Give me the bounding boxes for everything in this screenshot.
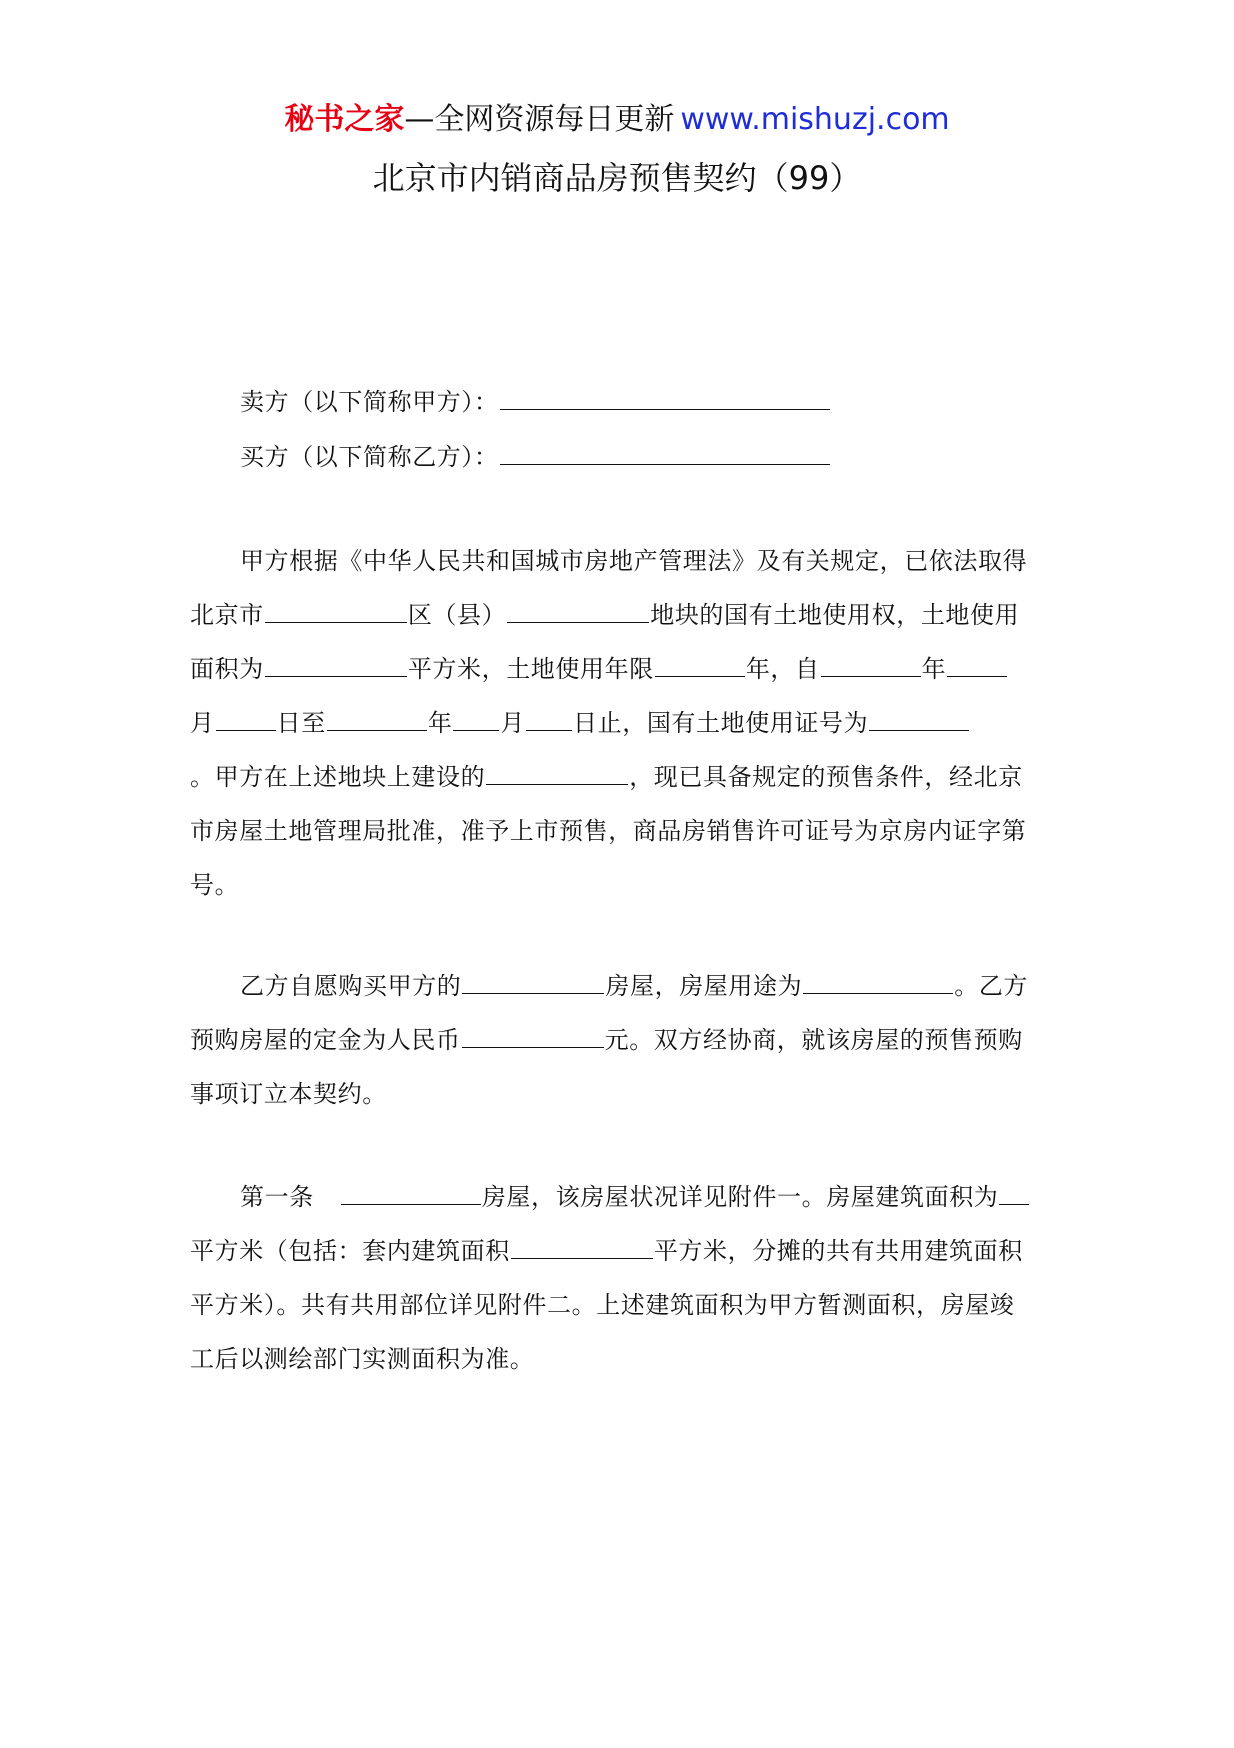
para1-text: 。甲方在上述地块上建设的 [190,763,486,791]
land-cert-blank [869,710,969,731]
district-blank [265,602,407,623]
para2-line2 [190,1011,1046,1069]
site-header [0,100,1234,140]
document-title: 北京市内销商品房预售契约（99） [372,159,862,197]
para2-text: 乙方自愿购买甲方的 [240,972,462,1000]
para1-line5 [190,748,1046,806]
para2-text: 。乙方 [954,972,1029,1000]
para1-text: ，现已具备规定的预售条件，经北京 [629,763,1023,791]
end-month-blank [453,710,499,731]
land-area-blank [265,656,407,677]
para1-text: 月 [500,709,526,737]
para1-text: 地块的国有土地使用权，土地使用 [650,601,1020,629]
article1-text: 平方米，分摊的共有共用建筑面积 [653,1237,1023,1265]
seller-blank [500,389,830,410]
para2-text: 房屋，房屋用途为 [605,972,803,1000]
end-year-blank [327,710,427,731]
para1-text: 日止，国有土地使用证号为 [573,709,869,737]
para1-line2 [190,586,1046,644]
usage-blank [803,973,953,994]
brand-name: 秘书之家 [284,102,405,137]
para2-line1 [190,957,1046,1015]
para1-text: 年，自 [745,655,820,683]
article1-text: 工后以测绘部门实测面积为准。 [190,1345,535,1373]
article1-text: 房屋，该房屋状况详见附件一。房屋建筑面积为 [481,1183,999,1211]
article1-line4 [190,1330,1046,1388]
para1-text: 日至 [276,709,326,737]
para1-text: 年 [921,655,947,683]
start-year-blank [821,656,921,677]
article1-line1 [190,1168,1046,1226]
building-area-blank [999,1184,1029,1205]
house-location-blank [341,1184,481,1205]
project-blank [486,764,628,785]
para2-line3 [190,1065,1046,1123]
house-blank [462,973,604,994]
deposit-blank [462,1027,604,1048]
header-slogan: —全网资源每日更新 [404,102,675,137]
para1-text: 面积为 [190,655,264,683]
buyer-line [190,428,1046,486]
para1-text: 号。 [190,871,240,899]
para1-text: 市房屋土地管理局批准，准予上市预售，商品房销售许可证号为京房内证字第 [190,817,1027,845]
article1-text: 平方米）。共有共用部位详见附件二。上述建筑面积为甲方暂测面积，房屋竣 [190,1291,1015,1319]
para2-text: 元。双方经协商，就该房屋的预售预购 [604,1026,1023,1054]
para1-text: 平方米，土地使用年限 [407,655,654,683]
para1-line1 [190,532,1046,590]
para1-text: 甲方根据《中华人民共和国城市房地产管理法》及有关规定，已依法取得 [240,547,1028,575]
article1-text: 平方米（包括：套内建筑面积 [190,1237,510,1265]
seller-label: 卖方（以下简称甲方）： [240,388,499,416]
start-day-blank [216,710,276,731]
para1-text: 月 [190,709,215,737]
para2-text: 预购房屋的定金为人民币 [190,1026,461,1054]
para1-text: 北京市 [190,601,264,629]
end-day-blank [526,710,572,731]
buyer-blank [500,444,830,465]
article1-line2 [190,1222,1046,1280]
para1-line4 [190,694,1046,752]
buyer-label: 买方（以下简称乙方）： [240,443,499,471]
seller-line [190,373,1046,431]
site-url[interactable]: www.mishuzj.com [680,102,950,137]
article-heading: 第一条 [240,1183,314,1211]
para1-text: 区（县） [407,601,507,629]
start-month-blank [947,656,1007,677]
para1-line6 [190,802,1046,860]
land-years-blank [655,656,745,677]
plot-blank [507,602,649,623]
article1-line3 [190,1276,1046,1334]
para1-line7 [190,856,1046,914]
para2-text: 事项订立本契约。 [190,1080,387,1108]
para1-text: 年 [427,709,453,737]
interior-area-blank [511,1238,653,1259]
para1-line3 [190,640,1046,698]
